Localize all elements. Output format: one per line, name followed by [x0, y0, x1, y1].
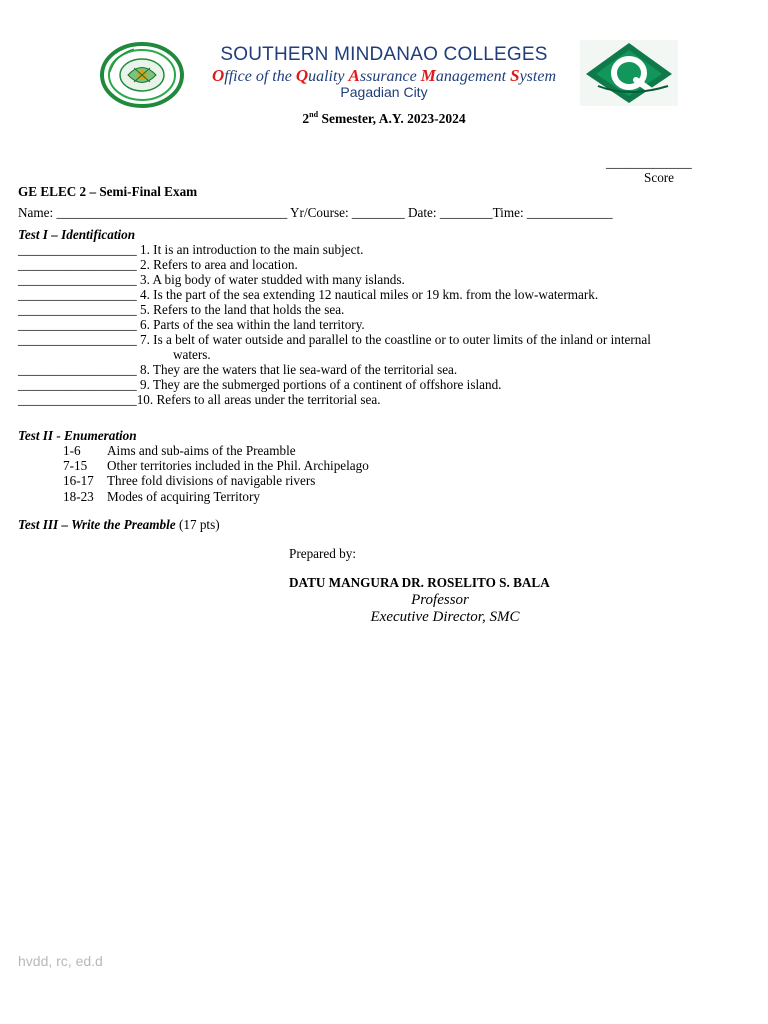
test1-item[interactable]: __________________10. Refers to all areas under the territorial sea.: [18, 392, 381, 407]
test2-item: [63, 458, 369, 473]
test2-item: [63, 473, 315, 488]
test1-item[interactable]: __________________ 7. Is a belt of water outside and parallel to the coastline or to outer limits of the inland or internal: [18, 332, 651, 347]
test1-item[interactable]: __________________ 2. Refers to area and location.: [18, 257, 298, 272]
office-initial-4: S: [510, 66, 520, 85]
student-info-line[interactable]: Name: ___________________________________ Yr/Course: ________ Date: ________Time: _____________: [18, 205, 613, 220]
semester-text: Semester, A.Y. 2023-2024: [318, 111, 466, 126]
school-name: SOUTHERN MINDANAO COLLEGES: [220, 44, 548, 65]
office-initial-0: O: [212, 66, 225, 85]
semester-line: [0, 111, 768, 127]
office-initial-2: A: [348, 66, 360, 85]
test1-item[interactable]: __________________ 3. A big body of water studded with many islands.: [18, 272, 405, 287]
prepared-by-label: Prepared by:: [289, 546, 357, 561]
test2-item-range: 1-6: [63, 443, 81, 458]
office-initial-1: Q: [295, 66, 309, 85]
test2-item-text: Aims and sub-aims of the Preamble: [107, 443, 296, 458]
test1-item[interactable]: __________________ 4. Is the part of the sea extending 12 nautical miles or 19 km. from the low-watermark.: [18, 287, 599, 302]
test1-item[interactable]: __________________ 9. They are the submerged portions of a continent of offshore island.: [18, 377, 502, 392]
test2-item-range: 18-23: [63, 489, 94, 504]
office-word-rest-0: ffice of the: [224, 68, 296, 85]
test2-item-text: Other territories included in the Phil. Archipelago: [107, 458, 369, 473]
signatory-title-professor: Professor: [411, 592, 469, 608]
test1-title: Test I – Identification: [18, 227, 136, 242]
test2-item: [63, 489, 260, 504]
office-name: [0, 66, 768, 86]
test2-item-range: 7-15: [63, 458, 88, 473]
test3-points: (17 pts): [175, 517, 220, 532]
test1-item[interactable]: __________________ 8. They are the waters that lie sea-ward of the territorial sea.: [18, 362, 458, 377]
semester-ordinal-suffix: nd: [309, 110, 319, 119]
test2-item: [63, 443, 296, 458]
test2-item-text: Three fold divisions of navigable rivers: [107, 473, 316, 488]
test2-item-text: Modes of acquiring Territory: [107, 489, 261, 504]
test3-line: [18, 517, 220, 532]
score-label: Score: [644, 170, 675, 185]
signatory-title-director: Executive Director, SMC: [370, 609, 520, 625]
test1-item[interactable]: __________________ 1. It is an introduction to the main subject.: [18, 242, 364, 257]
test1-item[interactable]: __________________ 6. Parts of the sea within the land territory.: [18, 317, 365, 332]
office-initial-3: M: [420, 66, 436, 85]
score-blank[interactable]: _____________: [606, 155, 692, 170]
office-word-rest-2: ssurance: [359, 68, 421, 85]
test2-item-range: 16-17: [63, 473, 94, 488]
test1-item-continuation: waters.: [173, 347, 211, 362]
exam-title: GE ELEC 2 – Semi-Final Exam: [18, 184, 198, 199]
office-word-rest-3: anagement: [435, 68, 511, 85]
footer-text: hvdd, rc, ed.d: [18, 953, 103, 969]
test2-title: Test II - Enumeration: [18, 428, 137, 443]
test1-item[interactable]: __________________ 5. Refers to the land that holds the sea.: [18, 302, 345, 317]
semester-ordinal-number: 2: [302, 111, 310, 126]
office-word-rest-4: ystem: [519, 68, 556, 85]
city-name: Pagadian City: [340, 84, 428, 100]
office-word-rest-1: uality: [308, 68, 349, 85]
signatory-name: DATU MANGURA DR. ROSELITO S. BALA: [289, 575, 550, 590]
test3-title: Test III – Write the Preamble: [18, 517, 176, 532]
